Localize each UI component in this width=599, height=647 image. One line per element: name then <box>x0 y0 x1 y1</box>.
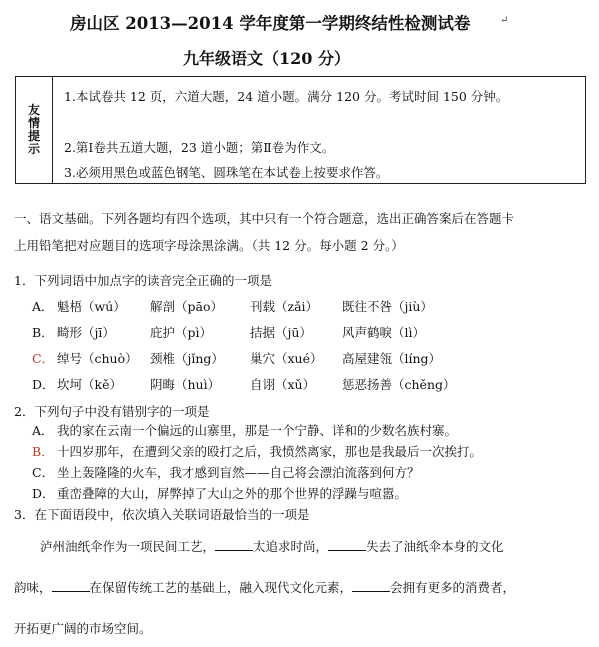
q1-option-b-word: 畸形（jī） <box>57 325 115 340</box>
question-2-stem: 2．下列句子中没有错别字的一项是 <box>14 404 210 419</box>
notice-label-char: 情 <box>27 116 40 130</box>
q3-passage-line1 <box>40 537 504 555</box>
passage-text: 失去了油纸伞本身的文化 <box>366 539 504 554</box>
notice-label-char: 提 <box>27 129 40 143</box>
q2-option-a-letter: A． <box>32 423 54 438</box>
q2-option-b-letter: B． <box>32 444 54 459</box>
q2-option-b-text: 十四岁那年，在遭到父亲的殴打之后，我愤然离家，那也是我最后一次挨打。 <box>57 444 483 459</box>
q1-option-b-letter: B． <box>32 325 54 340</box>
q1-option-d-word: 惩恶扬善（chěng） <box>342 377 456 392</box>
exam-subtitle: 九年级语文（120 分） <box>183 49 350 68</box>
question-3-stem: 3．在下面语段中，依次填入关联词语最恰当的一项是 <box>14 507 310 522</box>
answer-blank-4 <box>352 591 390 592</box>
section-instruction-line1: 一、语文基础。下列各题均有四个选项，其中只有一个符合题意，选出正确答案后在答题卡 <box>14 211 515 226</box>
exam-title: 房山区 2013—2014 学年度第一学期终结性检测试卷 <box>70 14 471 33</box>
q2-option-c-text: 坐上轰隆隆的火车，我才感到盲然——自己将会漂泊流落到何方？ <box>57 465 420 480</box>
passage-text: 在保留传统工艺的基础上，融入现代文化元素， <box>89 580 353 595</box>
passage-text: 会拥有更多的消费者， <box>390 580 516 595</box>
q1-option-a-word: 刊载（zǎi） <box>250 299 319 314</box>
notice-label <box>16 77 53 183</box>
q1-option-c-word: 高屋建瓴（líng） <box>342 351 442 366</box>
q1-option-d-letter: D． <box>32 377 55 392</box>
notice-label-char: 友 <box>27 103 40 117</box>
paragraph-mark: ↵ <box>500 15 509 26</box>
q1-option-a-word: 魁梧（wú） <box>57 299 126 314</box>
q2-option-a-text: 我的家在云南一个偏远的山寨里，那是一个宁静、详和的少数名族村寨。 <box>57 423 458 438</box>
question-1-stem: 1．下列词语中加点字的读音完全正确的一项是 <box>14 273 272 288</box>
q1-option-b-word: 风声鹤唳（lì） <box>342 325 425 340</box>
notice-label-char: 示 <box>27 142 40 156</box>
q1-option-b-word: 庇护（pì） <box>150 325 212 340</box>
q1-option-d-word: 自诩（xǔ） <box>250 377 316 392</box>
passage-text: 韵味， <box>14 580 52 595</box>
q1-option-b-word: 拮据（jū） <box>250 325 312 340</box>
q3-passage-line2 <box>14 578 515 596</box>
notice-item-3: 3.必须用黑色或蓝色钢笔、圆珠笔在本试卷上按要求作答。 <box>64 165 389 180</box>
notice-box <box>15 76 586 184</box>
passage-text: 太追求时尚， <box>253 539 329 554</box>
notice-item-1: 1.本试卷共 12 页，六道大题，24 道小题。满分 120 分。考试时间 150 分钟。 <box>64 89 509 104</box>
q1-option-c-word: 绰号（chuò） <box>57 351 138 366</box>
notice-item-2: 2.第Ⅰ卷共五道大题，23 道小题；第Ⅱ卷为作文。 <box>64 140 335 155</box>
answer-blank-3 <box>52 591 90 592</box>
q1-option-a-word: 解剖（pāo） <box>150 299 223 314</box>
q1-option-c-letter: C． <box>32 351 55 366</box>
q2-option-d-letter: D． <box>32 486 55 501</box>
q2-option-d-text: 重峦叠障的大山，屏弊掉了大山之外的那个世界的浮躁与喧嚣。 <box>57 486 408 501</box>
section-instruction-line2: 上用铅笔把对应题目的选项字母涂黑涂满。（共 12 分。每小题 2 分。） <box>14 238 404 253</box>
passage-text: 泸州油纸伞作为一项民间工艺， <box>40 539 216 554</box>
answer-blank-2 <box>328 550 366 551</box>
q2-option-c-letter: C． <box>32 465 55 480</box>
q3-passage-line3: 开拓更广阔的市场空间。 <box>14 621 152 636</box>
q1-option-d-word: 阴晦（huì） <box>150 377 221 392</box>
q1-option-c-word: 巢穴（xué） <box>250 351 323 366</box>
answer-blank-1 <box>215 550 253 551</box>
q1-option-a-word: 既往不咎（jiù） <box>342 299 433 314</box>
q1-option-a-letter: A． <box>32 299 54 314</box>
q1-option-c-word: 颈椎（jǐng） <box>150 351 224 366</box>
q1-option-d-word: 坎坷（kě） <box>57 377 122 392</box>
